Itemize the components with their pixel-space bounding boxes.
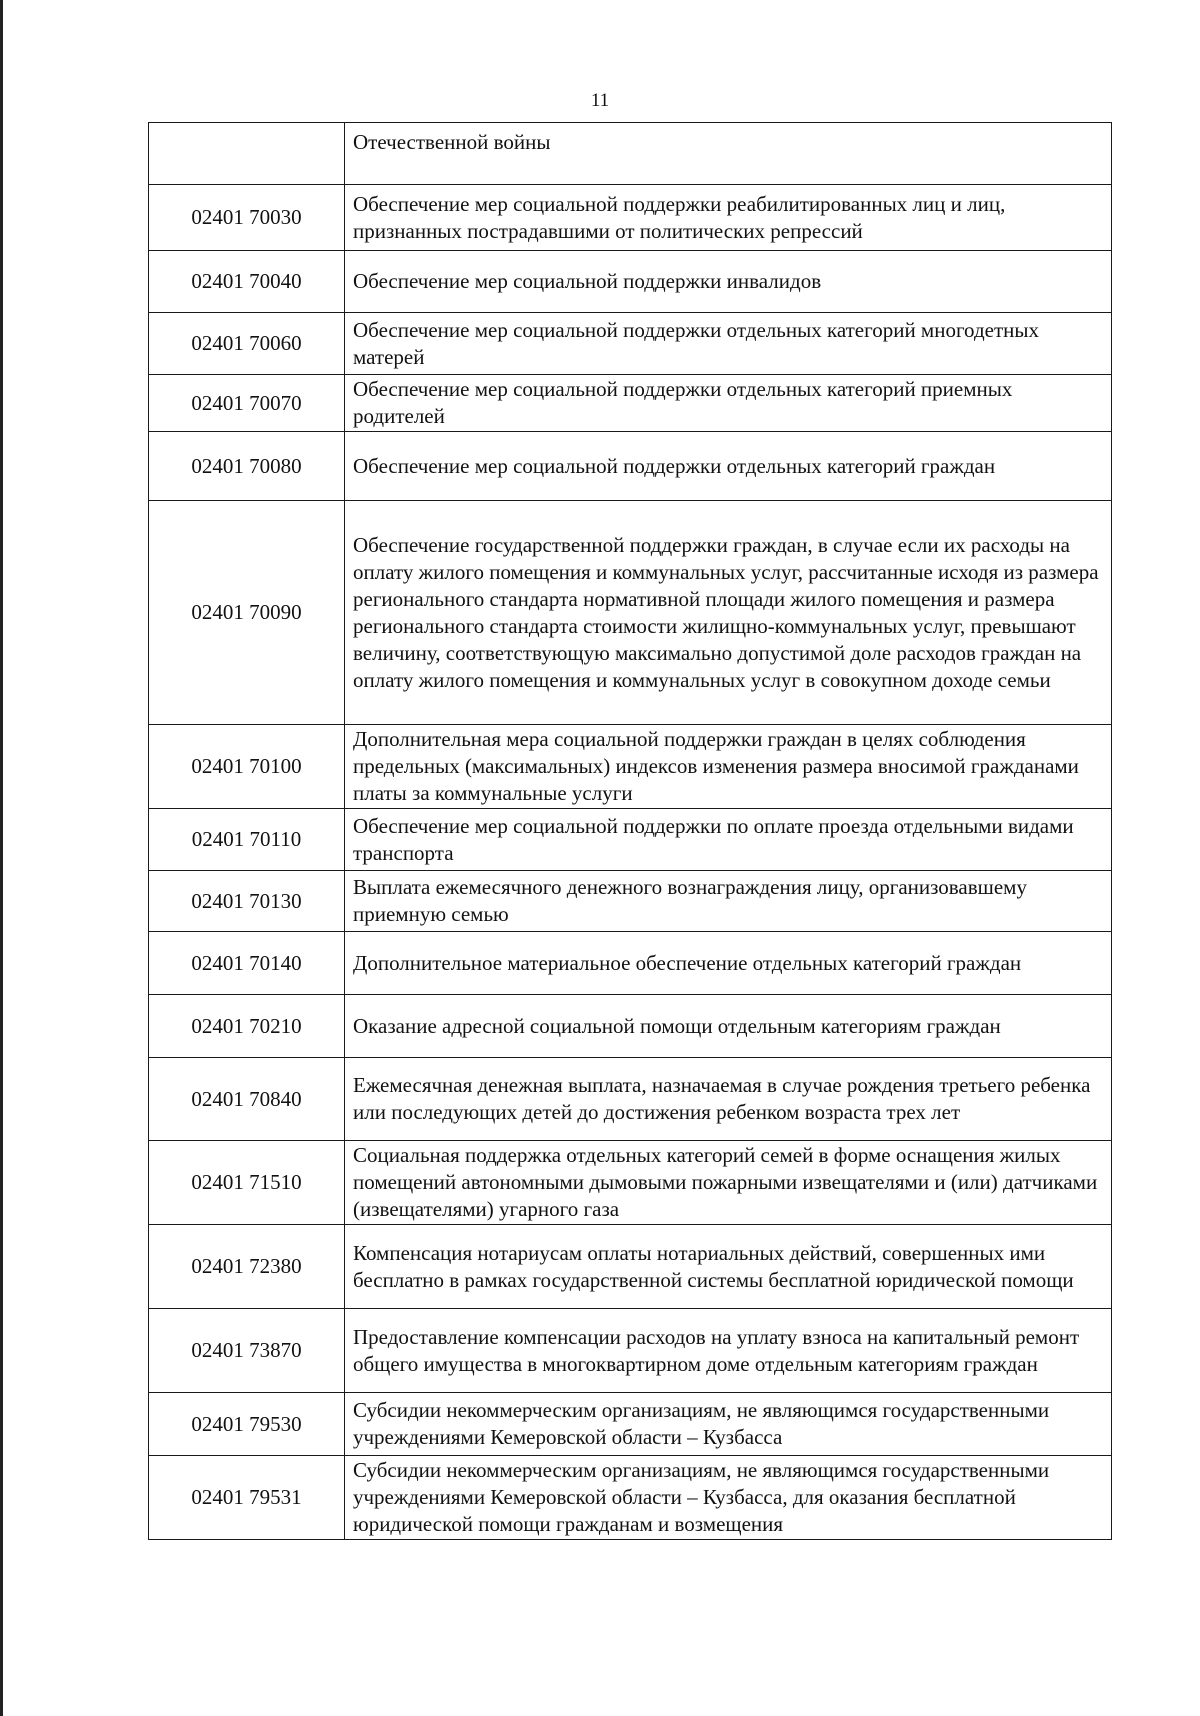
table-row bbox=[149, 932, 1112, 995]
description-cell: Дополнительное материальное обеспечение отдельных категорий граждан bbox=[345, 932, 1112, 995]
description-cell: Обеспечение мер социальной поддержки отдельных категорий приемных родителей bbox=[345, 375, 1112, 432]
description-cell: Обеспечение мер социальной поддержки реабилитированных лиц и лиц, признанных пострадавшими от политических репрессий bbox=[345, 185, 1112, 251]
code-cell: 02401 70080 bbox=[149, 432, 345, 501]
table-row bbox=[149, 1058, 1112, 1141]
description-cell: Обеспечение мер социальной поддержки отдельных категорий граждан bbox=[345, 432, 1112, 501]
code-cell: 02401 70110 bbox=[149, 809, 345, 871]
description-cell: Социальная поддержка отдельных категорий семей в форме оснащения жилых помещений автономными дымовыми пожарными извещателями и (или) датчиками (извещателями) угарного газа bbox=[345, 1141, 1112, 1225]
table-row bbox=[149, 123, 1112, 185]
description-cell: Обеспечение мер социальной поддержки отдельных категорий многодетных матерей bbox=[345, 313, 1112, 375]
code-cell: 02401 70090 bbox=[149, 501, 345, 725]
description-cell: Обеспечение государственной поддержки граждан, в случае если их расходы на оплату жилого помещения и коммунальных услуг, рассчитанные исходя из размера регионального стандарта нормативной площади жилого помещения и размера регионального стандарта стоимости жилищно-коммунальных услуг, превышают величину, соответствующую максимально допустимой доле расходов граждан на оплату жилого помещения и коммунальных услуг в совокупном доходе семьи bbox=[345, 501, 1112, 725]
page-number: 11 bbox=[590, 90, 610, 111]
code-cell: 02401 70070 bbox=[149, 375, 345, 432]
table-row bbox=[149, 313, 1112, 375]
description-cell: Обеспечение мер социальной поддержки инвалидов bbox=[345, 251, 1112, 313]
code-cell: 02401 70060 bbox=[149, 313, 345, 375]
description-cell: Субсидии некоммерческим организациям, не являющимся государственными учреждениями Кемеровской области – Кузбасса bbox=[345, 1393, 1112, 1456]
code-cell: 02401 70130 bbox=[149, 871, 345, 932]
table-row bbox=[149, 995, 1112, 1058]
code-cell: 02401 79530 bbox=[149, 1393, 345, 1456]
table-row bbox=[149, 251, 1112, 313]
table-row bbox=[149, 1141, 1112, 1225]
code-cell: 02401 70040 bbox=[149, 251, 345, 313]
description-cell: Компенсация нотариусам оплаты нотариальных действий, совершенных ими бесплатно в рамках государственной системы бесплатной юридической помощи bbox=[345, 1225, 1112, 1309]
table-row bbox=[149, 1456, 1112, 1540]
description-cell: Дополнительная мера социальной поддержки граждан в целях соблюдения предельных (максимальных) индексов изменения размера вносимой гражданами платы за коммунальные услуги bbox=[345, 725, 1112, 809]
table-row bbox=[149, 1393, 1112, 1456]
table-row bbox=[149, 809, 1112, 871]
code-cell bbox=[149, 123, 345, 185]
code-cell: 02401 70030 bbox=[149, 185, 345, 251]
table-row bbox=[149, 375, 1112, 432]
table-row bbox=[149, 725, 1112, 809]
table-row bbox=[149, 501, 1112, 725]
description-cell: Обеспечение мер социальной поддержки по оплате проезда отдельными видами транспорта bbox=[345, 809, 1112, 871]
description-cell: Ежемесячная денежная выплата, назначаемая в случае рождения третьего ребенка или последующих детей до достижения ребенком возраста трех лет bbox=[345, 1058, 1112, 1141]
description-cell: Оказание адресной социальной помощи отдельным категориям граждан bbox=[345, 995, 1112, 1058]
description-cell: Выплата ежемесячного денежного вознаграждения лицу, организовавшему приемную семью bbox=[345, 871, 1112, 932]
table-row bbox=[149, 1225, 1112, 1309]
description-cell: Субсидии некоммерческим организациям, не являющимся государственными учреждениями Кемеровской области – Кузбасса, для оказания бесплатной юридической помощи гражданам и возмещения bbox=[345, 1456, 1112, 1540]
budget-code-table bbox=[148, 122, 1112, 1540]
scan-edge-line bbox=[0, 0, 3, 1716]
description-cell: Предоставление компенсации расходов на уплату взноса на капитальный ремонт общего имущества в многоквартирном доме отдельным категориям граждан bbox=[345, 1309, 1112, 1393]
code-cell: 02401 70140 bbox=[149, 932, 345, 995]
code-cell: 02401 70840 bbox=[149, 1058, 345, 1141]
table-row bbox=[149, 1309, 1112, 1393]
code-cell: 02401 70210 bbox=[149, 995, 345, 1058]
code-cell: 02401 71510 bbox=[149, 1141, 345, 1225]
code-cell: 02401 73870 bbox=[149, 1309, 345, 1393]
table-row bbox=[149, 871, 1112, 932]
table-row bbox=[149, 432, 1112, 501]
description-cell: Отечественной войны bbox=[345, 123, 1112, 185]
table-row bbox=[149, 185, 1112, 251]
code-cell: 02401 72380 bbox=[149, 1225, 345, 1309]
code-cell: 02401 79531 bbox=[149, 1456, 345, 1540]
code-cell: 02401 70100 bbox=[149, 725, 345, 809]
